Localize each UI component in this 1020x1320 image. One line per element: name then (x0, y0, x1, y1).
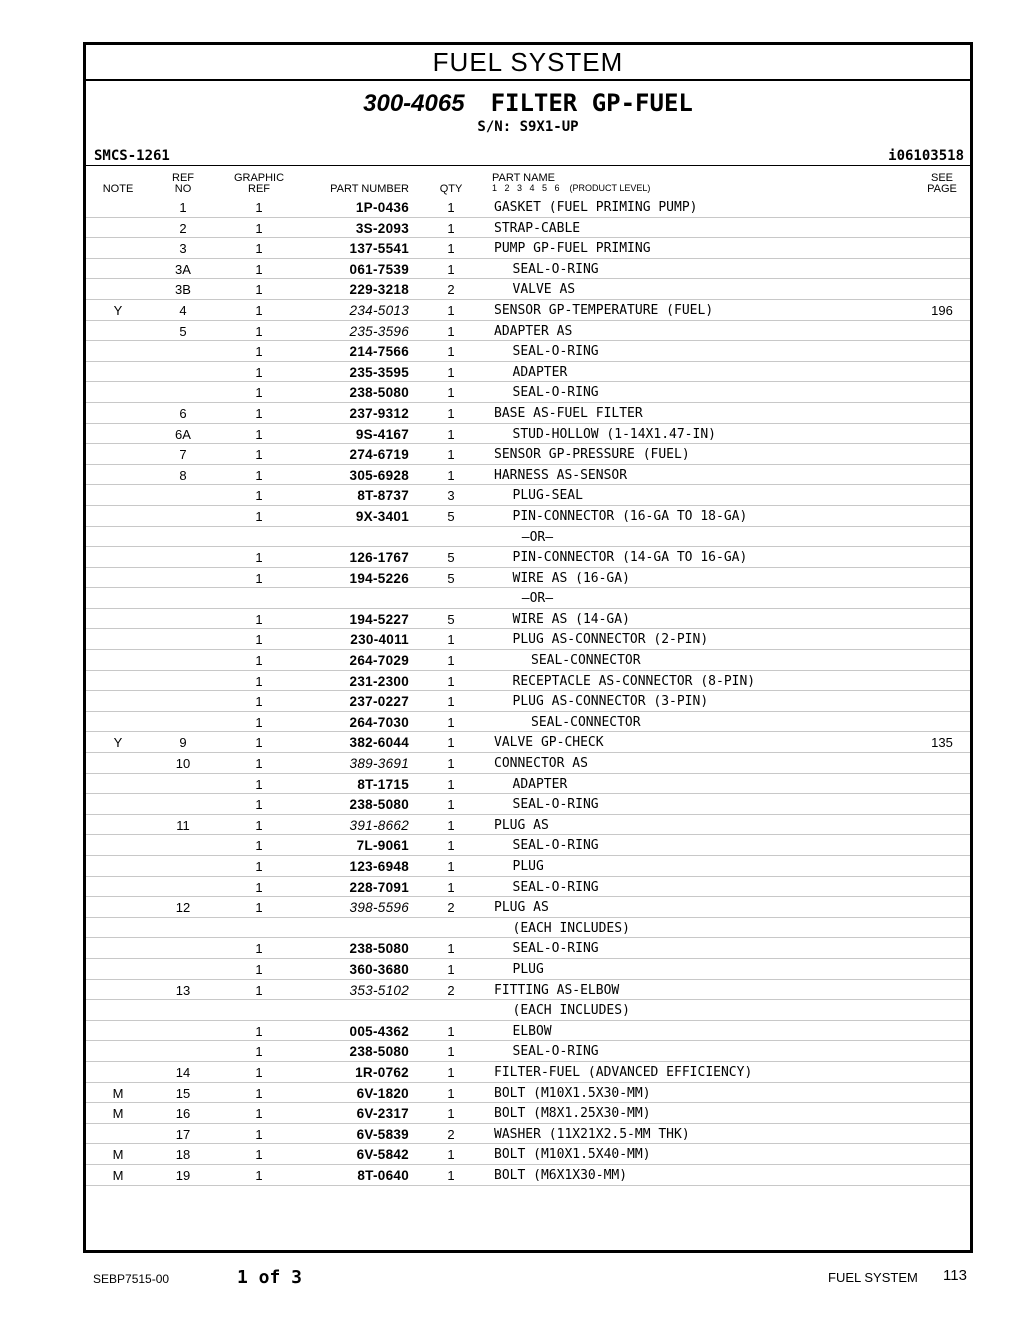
table-row (86, 238, 970, 259)
graphic-ref-cell: 1 (255, 508, 263, 524)
graphic-ref-cell: 1 (255, 1023, 263, 1039)
ref-no-cell: 14 (175, 1064, 191, 1080)
ref-no-cell: 8 (179, 467, 187, 483)
note-cell: M (112, 1147, 124, 1163)
graphic-ref-cell: 1 (255, 200, 263, 215)
qty-cell: 1 (447, 1106, 455, 1122)
qty-cell: 1 (447, 776, 455, 792)
part-number-cell: 194-5226 (349, 570, 409, 586)
ref-no-cell: 12 (175, 900, 191, 916)
qty-cell: 1 (447, 756, 455, 772)
graphic-ref-cell: 1 (255, 735, 263, 751)
col-graphic-b: REF (248, 183, 270, 195)
qty-cell: 1 (447, 220, 455, 236)
qty-cell: 5 (447, 508, 455, 524)
part-name-cell: BOLT (M6X1X30-MM) (494, 1167, 628, 1183)
ref-no-cell: 6A (175, 426, 191, 442)
table-row (86, 527, 970, 548)
table-row (86, 629, 970, 650)
part-number-cell: 8T-8737 (357, 488, 409, 504)
see-page-cell: 196 (931, 302, 953, 318)
part-number-cell: 061-7539 (349, 261, 409, 277)
qty-cell: 1 (447, 323, 455, 339)
part-name-cell: SENSOR GP-PRESSURE (FUEL) (494, 447, 690, 463)
table-row (86, 341, 970, 362)
qty-cell: 1 (447, 447, 455, 463)
part-name-cell: FILTER-FUEL (ADVANCED EFFICIENCY) (494, 1064, 753, 1080)
part-name-cell: WASHER (11X21X2.5-MM THK) (494, 1126, 690, 1142)
part-number-cell: 6V-5839 (356, 1126, 409, 1142)
graphic-ref-cell: 1 (255, 385, 263, 401)
group-name: FILTER GP-FUEL (490, 89, 693, 117)
graphic-ref-cell: 1 (255, 776, 263, 792)
graphic-ref-cell: 1 (255, 714, 263, 730)
see-page-cell: 135 (931, 735, 953, 751)
graphic-ref-cell: 1 (255, 1044, 263, 1060)
part-name-cell: (EACH INCLUDES) (512, 920, 630, 936)
ref-no-cell: 11 (176, 817, 190, 833)
part-number-cell: 398-5596 (349, 900, 409, 916)
qty-cell: 2 (447, 282, 455, 298)
col-part-number: PART NUMBER (330, 183, 409, 195)
graphic-ref-cell: 1 (255, 1085, 263, 1101)
part-number-cell: 234-5013 (349, 302, 409, 318)
part-name-cell: SEAL-CONNECTOR (531, 653, 641, 669)
qty-cell: 1 (447, 467, 455, 483)
table-row (86, 1000, 970, 1021)
qty-cell: 1 (447, 859, 455, 874)
part-name-cell: PLUG AS (494, 900, 549, 916)
ref-no-cell: 7 (179, 447, 187, 463)
graphic-ref-cell: 1 (255, 838, 263, 854)
graphic-ref-cell: 1 (255, 364, 263, 380)
table-row (86, 465, 970, 486)
graphic-ref-cell: 1 (255, 941, 263, 957)
part-name-cell: RECEPTACLE AS-CONNECTOR (8-PIN) (512, 673, 756, 689)
table-row (86, 485, 970, 506)
part-name-cell: BOLT (M8X1.25X30-MM) (494, 1106, 651, 1122)
table-row (86, 980, 970, 1001)
ref-no-cell: 2 (179, 220, 187, 236)
qty-cell: 5 (447, 570, 455, 586)
qty-cell: 1 (447, 879, 455, 895)
ref-no-cell: 10 (175, 756, 191, 772)
qty-cell: 1 (447, 1064, 455, 1080)
graphic-ref-cell: 1 (255, 241, 263, 257)
col-graphic-a: GRAPHIC (233, 172, 285, 184)
table-row (86, 1083, 970, 1104)
note-cell: Y (113, 735, 123, 751)
qty-cell: 1 (447, 241, 455, 257)
part-number-cell: 230-4011 (350, 632, 409, 648)
graphic-ref-cell: 1 (255, 1126, 263, 1142)
table-row (86, 218, 970, 239)
qty-cell: 1 (447, 426, 455, 442)
part-number-cell: 391-8662 (349, 817, 409, 833)
graphic-ref-cell: 1 (255, 961, 263, 977)
part-name-cell: VALVE GP-CHECK (494, 735, 604, 751)
table-row (86, 918, 970, 939)
part-number-cell: 1R-0762 (355, 1064, 409, 1080)
group-part-number: 300-4065 (363, 90, 465, 117)
table-row (86, 835, 970, 856)
ref-no-cell: 3B (175, 282, 191, 298)
graphic-ref-cell: 1 (255, 282, 263, 298)
qty-cell: 1 (447, 961, 455, 977)
qty-cell: 1 (447, 1044, 455, 1060)
part-number-cell: 9S-4167 (355, 426, 409, 442)
part-name-cell: BOLT (M10X1.5X30-MM) (494, 1085, 651, 1101)
qty-cell: 1 (447, 735, 455, 751)
table-row (86, 1103, 970, 1124)
graphic-ref-cell: 1 (255, 879, 263, 895)
qty-cell: 1 (447, 941, 455, 957)
col-see-b: PAGE (927, 183, 957, 195)
qty-cell: 1 (447, 714, 455, 730)
part-name-cell: SEAL-O-RING (512, 941, 599, 957)
graphic-ref-cell: 1 (255, 797, 263, 813)
part-name-cell: ADAPTER (512, 776, 568, 792)
part-name-cell: PLUG AS-CONNECTOR (2-PIN) (512, 632, 709, 648)
table-row (86, 774, 970, 795)
table-row (86, 1041, 970, 1062)
table-row (86, 382, 970, 403)
graphic-ref-cell: 1 (255, 447, 263, 463)
graphic-ref-cell: 1 (255, 323, 263, 339)
part-name-cell: ELBOW (512, 1023, 552, 1039)
part-name-cell: STUD-HOLLOW (1-14X1.47-IN) (512, 426, 716, 442)
table-row (86, 1144, 970, 1165)
part-name-cell: PIN-CONNECTOR (16-GA TO 18-GA) (512, 508, 748, 524)
table-row (86, 877, 970, 898)
part-number-cell: 382-6044 (349, 735, 409, 751)
ref-no-cell: 3A (175, 261, 191, 277)
smcs-code: SMCS-1261 (94, 148, 170, 164)
part-name-cell: WIRE AS (16-GA) (512, 570, 630, 586)
part-number-cell: 005-4362 (349, 1023, 409, 1039)
part-name-cell: SENSOR GP-TEMPERATURE (FUEL) (494, 302, 714, 318)
table-row (86, 1124, 970, 1145)
ref-no-cell: 19 (175, 1167, 191, 1183)
table-row (86, 897, 970, 918)
qty-cell: 1 (447, 364, 455, 380)
part-name-cell: BASE AS-FUEL FILTER (494, 405, 643, 421)
qty-cell: 1 (447, 1085, 455, 1101)
qty-cell: 2 (447, 1126, 455, 1142)
part-name-cell: SEAL-O-RING (512, 344, 599, 360)
part-number-cell: 235-3595 (349, 364, 409, 380)
qty-cell: 1 (447, 385, 455, 401)
part-name-cell: PIN-CONNECTOR (14-GA TO 16-GA) (512, 550, 748, 566)
column-header (86, 165, 970, 198)
col-ref-b: NO (174, 183, 192, 195)
part-name-cell: PLUG (512, 859, 544, 874)
table-row (86, 259, 970, 280)
part-number-cell: 214-7566 (349, 344, 409, 360)
table-row (86, 815, 970, 836)
table-row (86, 938, 970, 959)
part-number-cell: 238-5080 (349, 1044, 409, 1060)
qty-cell: 1 (447, 673, 455, 689)
serial-number: S/N: S9X1-UP (477, 119, 579, 135)
page-of: 1 of 3 (237, 1267, 303, 1288)
graphic-ref-cell: 1 (255, 611, 263, 627)
table-row (86, 444, 970, 465)
note-cell: M (112, 1106, 124, 1122)
part-number-cell: 235-3596 (349, 323, 409, 339)
table-row (86, 959, 970, 980)
table-row (86, 1165, 970, 1186)
qty-cell: 5 (447, 550, 455, 566)
graphic-ref-cell: 1 (255, 653, 263, 669)
graphic-ref-cell: 1 (255, 859, 263, 874)
part-number-cell: 126-1767 (349, 550, 409, 566)
table-row (86, 362, 970, 383)
part-number-cell: 264-7030 (349, 714, 409, 730)
part-name-cell: (EACH INCLUDES) (512, 1003, 630, 1019)
part-number-cell: 238-5080 (349, 941, 409, 957)
part-number-cell: 137-5541 (349, 241, 409, 257)
table-row (86, 568, 970, 589)
table-row (86, 712, 970, 733)
table-row (86, 671, 970, 692)
footer-section: FUEL SYSTEM (828, 1270, 918, 1285)
graphic-ref-cell: 1 (255, 467, 263, 483)
part-number-cell: 8T-0640 (357, 1167, 409, 1183)
part-name-cell: SEAL-O-RING (512, 261, 599, 277)
part-number-cell: 237-9312 (349, 405, 409, 421)
group-title (86, 89, 970, 118)
ref-no-cell: 6 (179, 405, 187, 421)
part-number-cell: 8T-1715 (357, 776, 409, 792)
graphic-ref-cell: 1 (255, 1106, 263, 1122)
part-number-cell: 238-5080 (349, 797, 409, 813)
part-name-cell: PLUG AS-CONNECTOR (3-PIN) (512, 694, 709, 710)
col-qty: QTY (439, 183, 463, 195)
graphic-ref-cell: 1 (255, 302, 263, 318)
col-note: NOTE (102, 183, 134, 195)
part-number-cell: 6V-5842 (356, 1147, 409, 1163)
parts-list-frame (83, 42, 973, 1253)
part-number-cell: 123-6948 (349, 859, 409, 874)
graphic-ref-cell: 1 (255, 550, 263, 566)
part-name-cell: SEAL-O-RING (512, 1044, 599, 1060)
part-name-cell: PLUG (512, 961, 544, 977)
table-row (86, 753, 970, 774)
note-cell: M (112, 1085, 124, 1101)
note-cell: M (112, 1167, 124, 1183)
part-number-cell: 264-7029 (349, 653, 409, 669)
ref-no-cell: 13 (175, 982, 191, 998)
graphic-ref-cell: 1 (255, 1064, 263, 1080)
table-row (86, 650, 970, 671)
table-row (86, 547, 970, 568)
graphic-ref-cell: 1 (255, 1147, 263, 1163)
qty-cell: 1 (447, 302, 455, 318)
graphic-ref-cell: 1 (255, 261, 263, 277)
table-row (86, 609, 970, 630)
part-number-cell: 389-3691 (349, 756, 409, 772)
graphic-ref-cell: 1 (255, 1167, 263, 1183)
ref-no-cell: 3 (179, 241, 187, 257)
part-name-cell: ADAPTER AS (494, 323, 573, 339)
ref-no-cell: 4 (179, 302, 187, 318)
qty-cell: 1 (447, 344, 455, 360)
qty-cell: 1 (447, 1167, 455, 1183)
part-number-cell: 360-3680 (349, 961, 409, 977)
table-row (86, 424, 970, 445)
part-number-cell: 6V-1820 (356, 1085, 409, 1101)
ref-no-cell: 5 (179, 323, 187, 339)
part-number-cell: 194-5227 (349, 611, 409, 627)
graphic-ref-cell: 1 (255, 426, 263, 442)
ref-no-cell: 18 (175, 1147, 191, 1163)
part-name-cell: CONNECTOR AS (494, 756, 588, 772)
parts-table (86, 197, 970, 1186)
qty-cell: 1 (447, 838, 455, 854)
graphic-ref-cell: 1 (255, 488, 263, 504)
ref-no-cell: 9 (179, 735, 187, 751)
part-name-cell: BOLT (M10X1.5X40-MM) (494, 1147, 651, 1163)
table-row (86, 1062, 970, 1083)
part-number-cell: 229-3218 (349, 282, 409, 298)
table-row (86, 321, 970, 342)
table-row (86, 588, 970, 609)
table-row (86, 1021, 970, 1042)
col-product-level: 1 2 3 4 5 6 (PRODUCT LEVEL) (492, 183, 651, 193)
part-name-cell: PLUG AS (494, 817, 549, 833)
system-title: FUEL SYSTEM (86, 45, 970, 81)
qty-cell: 1 (447, 405, 455, 421)
table-row (86, 300, 970, 321)
ref-no-cell: 16 (175, 1106, 191, 1122)
table-row (86, 197, 970, 218)
part-number-cell: 231-2300 (349, 673, 409, 689)
table-row (86, 403, 970, 424)
illustration-id: i06103518 (888, 148, 964, 164)
part-number-cell: 238-5080 (349, 385, 409, 401)
qty-cell: 5 (447, 611, 455, 627)
part-name-cell: —OR— (521, 529, 554, 545)
part-number-cell: 3S-2093 (355, 220, 409, 236)
part-name-cell: SEAL-O-RING (512, 879, 599, 895)
part-number-cell: 353-5102 (349, 982, 409, 998)
table-row (86, 856, 970, 877)
graphic-ref-cell: 1 (255, 982, 263, 998)
part-name-cell: PUMP GP-FUEL PRIMING (494, 241, 651, 257)
part-number-cell: 6V-2317 (356, 1106, 409, 1122)
qty-cell: 2 (447, 982, 455, 998)
part-name-cell: SEAL-O-RING (512, 385, 599, 401)
ref-no-cell: 15 (175, 1085, 191, 1101)
col-see-a: SEE (930, 172, 953, 184)
col-part-name: PART NAME (492, 172, 555, 184)
part-number-cell: 228-7091 (349, 879, 409, 895)
part-number-cell: 1P-0436 (355, 200, 409, 215)
part-number-cell: 7L-9061 (356, 838, 409, 854)
qty-cell: 1 (447, 817, 455, 833)
table-row (86, 691, 970, 712)
part-name-cell: FITTING AS-ELBOW (494, 982, 620, 998)
table-row (86, 794, 970, 815)
table-row (86, 732, 970, 753)
part-number-cell: 9X-3401 (355, 508, 409, 524)
part-name-cell: —OR— (521, 591, 554, 607)
part-name-cell: VALVE AS (512, 282, 576, 298)
part-name-cell: SEAL-O-RING (512, 838, 599, 854)
graphic-ref-cell: 1 (255, 344, 263, 360)
part-number-cell: 237-0227 (349, 694, 409, 710)
col-ref-a: REF (172, 172, 194, 184)
qty-cell: 1 (447, 694, 455, 710)
part-name-cell: PLUG-SEAL (512, 488, 583, 504)
qty-cell: 1 (447, 653, 455, 669)
graphic-ref-cell: 1 (255, 694, 263, 710)
graphic-ref-cell: 1 (255, 900, 263, 916)
graphic-ref-cell: 1 (255, 570, 263, 586)
note-cell: Y (113, 302, 123, 318)
part-name-cell: WIRE AS (14-GA) (512, 611, 630, 627)
graphic-ref-cell: 1 (255, 756, 263, 772)
part-number-cell: 274-6719 (349, 447, 409, 463)
graphic-ref-cell: 1 (255, 817, 263, 833)
graphic-ref-cell: 1 (255, 405, 263, 421)
graphic-ref-cell: 1 (255, 220, 263, 236)
table-row (86, 279, 970, 300)
qty-cell: 1 (447, 797, 455, 813)
doc-number: SEBP7515-00 (93, 1272, 170, 1286)
qty-cell: 1 (447, 200, 455, 215)
ref-no-cell: 1 (179, 200, 187, 215)
part-name-cell: ADAPTER (512, 364, 568, 380)
qty-cell: 1 (447, 1023, 455, 1039)
ref-no-cell: 17 (175, 1126, 191, 1142)
table-row (86, 506, 970, 527)
part-name-cell: GASKET (FUEL PRIMING PUMP) (494, 200, 698, 215)
qty-cell: 2 (447, 900, 455, 916)
qty-cell: 1 (447, 261, 455, 277)
part-name-cell: STRAP-CABLE (494, 220, 581, 236)
qty-cell: 3 (447, 488, 455, 504)
page-number: 113 (943, 1267, 967, 1284)
qty-cell: 1 (447, 1147, 455, 1163)
part-name-cell: HARNESS AS-SENSOR (494, 467, 628, 483)
part-number-cell: 305-6928 (349, 467, 409, 483)
part-name-cell: SEAL-O-RING (512, 797, 599, 813)
part-name-cell: SEAL-CONNECTOR (531, 714, 641, 730)
qty-cell: 1 (447, 632, 455, 648)
graphic-ref-cell: 1 (255, 673, 263, 689)
graphic-ref-cell: 1 (255, 632, 263, 648)
